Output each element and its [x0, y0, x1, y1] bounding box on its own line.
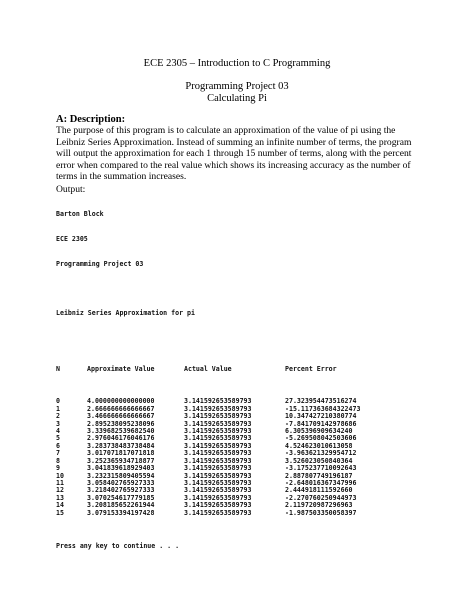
console-blank-line: [56, 284, 385, 292]
description-paragraph: The purpose of this program is to calculate an approximation of the value of pi using the Leibniz Series Approximation. Instead of summing an infinite number of terms, the program will output the approximation for each 1 through 15 number of terms, along with the percent error when compared to the real value which shows its increasing accuracy as the number of terms in the summation increases.: [56, 125, 412, 183]
cell-approximate-value: 2.895238095238096: [87, 419, 155, 428]
cell-n: 4: [56, 426, 60, 435]
cell-n: 15: [56, 508, 64, 517]
cell-approximate-value: 3.466666666666667: [87, 412, 155, 421]
cell-percent-error: 2.119720987296963: [285, 501, 353, 510]
cell-n: 5: [56, 434, 60, 443]
column-header-actual: Actual Value: [184, 365, 232, 374]
cell-n: 6: [56, 441, 60, 450]
cell-actual-value: 3.141592653589793: [184, 456, 252, 465]
cell-actual-value: 3.141592653589793: [184, 471, 252, 480]
cell-n: 11: [56, 479, 64, 488]
cell-approximate-value: 3.079153394197428: [87, 508, 155, 517]
cell-approximate-value: 3.283738483738484: [87, 441, 155, 450]
table-row: [56, 510, 385, 517]
cell-approximate-value: 3.232315809405594: [87, 471, 155, 480]
cell-actual-value: 3.141592653589793: [184, 434, 252, 443]
cell-actual-value: 3.141592653589793: [184, 508, 252, 517]
cell-approximate-value: 3.070254617779185: [87, 493, 155, 502]
continue-prompt: Press any key to continue . . .: [56, 541, 180, 550]
cell-percent-error: 27.323954473516274: [285, 397, 357, 406]
cell-percent-error: -7.841709142978686: [285, 419, 357, 428]
cell-percent-error: -2.270760250944973: [285, 493, 357, 502]
column-header-n: N: [56, 365, 60, 374]
cell-percent-error: 10.347427210380774: [285, 412, 357, 421]
cell-percent-error: 6.305396909634240: [285, 426, 353, 435]
cell-n: 12: [56, 486, 64, 495]
project-subtitle: Calculating Pi: [207, 93, 267, 104]
cell-n: 2: [56, 412, 60, 421]
results-table-body: [56, 398, 385, 517]
cell-actual-value: 3.141592653589793: [184, 419, 252, 428]
cell-percent-error: 2.887807749196187: [285, 471, 353, 480]
console-output: [56, 194, 385, 566]
cell-actual-value: 3.141592653589793: [184, 486, 252, 495]
project-title: Programming Project 03: [185, 81, 289, 92]
cell-n: 10: [56, 471, 64, 480]
cell-percent-error: -15.117363684322473: [285, 404, 361, 413]
cell-approximate-value: 3.339682539682540: [87, 426, 155, 435]
cell-percent-error: -1.987503350058397: [285, 508, 357, 517]
cell-approximate-value: 3.208185652261944: [87, 501, 155, 510]
column-header-approximate: Approximate Value: [87, 365, 155, 374]
cell-n: 13: [56, 493, 64, 502]
cell-n: 9: [56, 464, 60, 473]
cell-n: 14: [56, 501, 64, 510]
cell-percent-error: -3.175237710092643: [285, 464, 357, 473]
description-heading: A: Description:: [56, 114, 126, 125]
cell-percent-error: 4.524623010613058: [285, 441, 353, 450]
cell-n: 0: [56, 397, 60, 406]
cell-percent-error: -2.648016367347996: [285, 479, 357, 488]
cell-approximate-value: 3.218402765927333: [87, 486, 155, 495]
cell-n: 3: [56, 419, 60, 428]
cell-approximate-value: 3.041839618929403: [87, 464, 155, 473]
cell-approximate-value: 3.058402765927333: [87, 479, 155, 488]
console-author-line: Barton Block: [56, 210, 104, 219]
cell-actual-value: 3.141592653589793: [184, 493, 252, 502]
cell-actual-value: 3.141592653589793: [184, 397, 252, 406]
cell-percent-error: 3.526023050840364: [285, 456, 353, 465]
cell-actual-value: 3.141592653589793: [184, 449, 252, 458]
cell-percent-error: 2.444918111592660: [285, 486, 353, 495]
cell-n: 7: [56, 449, 60, 458]
cell-approximate-value: 3.017071817071818: [87, 449, 155, 458]
cell-approximate-value: 2.666666666666667: [87, 404, 155, 413]
cell-actual-value: 3.141592653589793: [184, 464, 252, 473]
cell-actual-value: 3.141592653589793: [184, 404, 252, 413]
cell-approximate-value: 4.000000000000000: [87, 397, 155, 406]
cell-n: 1: [56, 404, 60, 413]
cell-approximate-value: 2.976046176046176: [87, 434, 155, 443]
console-course-line: ECE 2305: [56, 235, 88, 243]
cell-approximate-value: 3.252365934718877: [87, 456, 155, 465]
column-header-percent-error: Percent Error: [285, 365, 337, 374]
cell-actual-value: 3.141592653589793: [184, 479, 252, 488]
output-label: Output:: [56, 184, 86, 195]
cell-actual-value: 3.141592653589793: [184, 412, 252, 421]
cell-n: 8: [56, 456, 60, 465]
cell-actual-value: 3.141592653589793: [184, 426, 252, 435]
cell-actual-value: 3.141592653589793: [184, 501, 252, 510]
console-series-title: Leibniz Series Approximation for pi: [56, 308, 195, 317]
cell-percent-error: -3.963621329954712: [285, 449, 357, 458]
console-project-line: Programming Project 03: [56, 259, 144, 268]
cell-actual-value: 3.141592653589793: [184, 441, 252, 450]
cell-percent-error: -5.269508042503606: [285, 434, 357, 443]
course-title: ECE 2305 – Introduction to C Programming: [143, 58, 331, 69]
console-blank-line: [56, 333, 385, 341]
results-table-header: [56, 366, 385, 373]
